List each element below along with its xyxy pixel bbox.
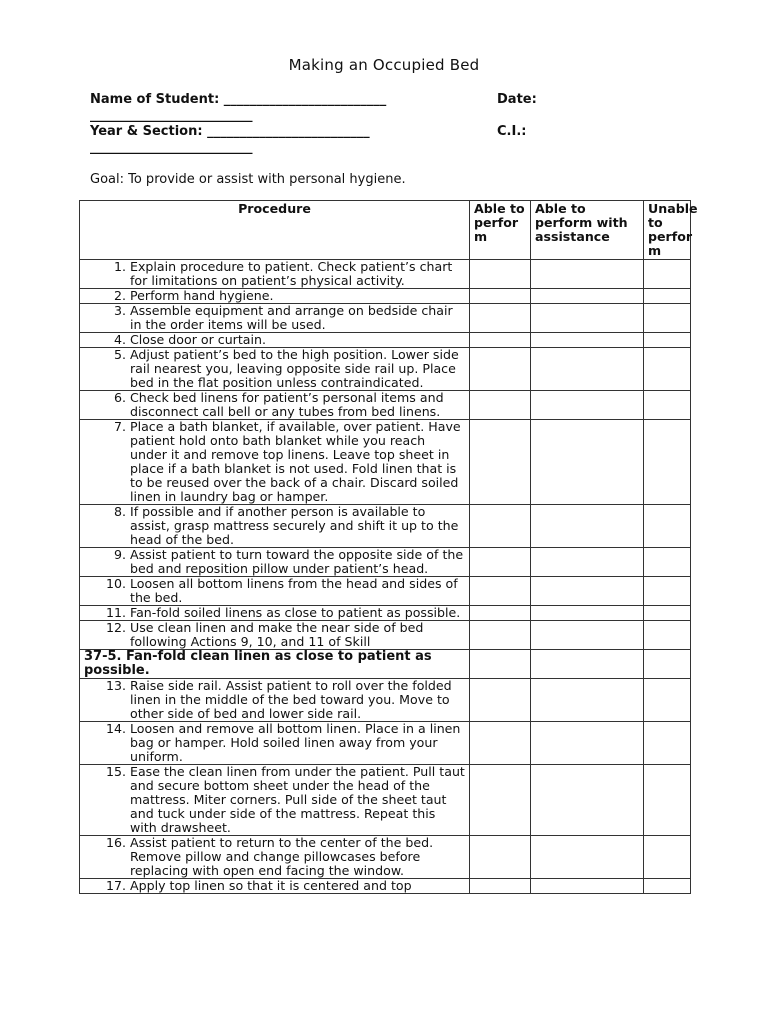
procedure-cell bbox=[80, 289, 470, 304]
unable-cell[interactable] bbox=[644, 765, 691, 836]
assistance-cell[interactable] bbox=[531, 391, 644, 420]
document-title: Making an Occupied Bed bbox=[288, 56, 480, 74]
step-number: 3. bbox=[113, 303, 126, 318]
unable-cell[interactable] bbox=[644, 650, 691, 679]
able-cell[interactable] bbox=[470, 722, 531, 765]
procedure-step-text: Check bed linens for patient’s personal items and disconnect call bell or any tubes from bed linens. bbox=[130, 390, 444, 419]
assistance-cell[interactable] bbox=[531, 836, 644, 879]
unable-cell[interactable] bbox=[644, 621, 691, 650]
unable-cell[interactable] bbox=[644, 505, 691, 548]
procedure-cell bbox=[80, 260, 470, 289]
unable-cell[interactable] bbox=[644, 722, 691, 765]
procedure-cell bbox=[80, 577, 470, 606]
unable-cell[interactable] bbox=[644, 391, 691, 420]
assistance-cell[interactable] bbox=[531, 879, 644, 894]
procedure-cell bbox=[80, 505, 470, 548]
student-name-field: Name of Student: _________________________ bbox=[90, 92, 387, 107]
assistance-cell[interactable] bbox=[531, 650, 644, 679]
able-cell[interactable] bbox=[470, 391, 531, 420]
step-number: 5. bbox=[113, 347, 126, 362]
assistance-cell[interactable] bbox=[531, 548, 644, 577]
step-number: 17. bbox=[105, 878, 126, 893]
unable-cell[interactable] bbox=[644, 289, 691, 304]
procedure-cell bbox=[80, 606, 470, 621]
procedure-checklist-table bbox=[79, 200, 698, 894]
unable-cell[interactable] bbox=[644, 879, 691, 894]
able-cell[interactable] bbox=[470, 505, 531, 548]
step-number: 16. bbox=[105, 835, 126, 850]
step-number: 12. bbox=[105, 620, 126, 635]
procedure-cell bbox=[80, 650, 470, 679]
table-row bbox=[80, 650, 691, 679]
assistance-cell[interactable] bbox=[531, 621, 644, 650]
procedure-cell bbox=[80, 765, 470, 836]
unable-cell[interactable] bbox=[644, 679, 691, 722]
year-section-field-continued: _________________________ bbox=[90, 140, 253, 155]
table-row bbox=[80, 348, 691, 391]
step-number: 8. bbox=[113, 504, 126, 519]
procedure-cell bbox=[80, 391, 470, 420]
assistance-cell[interactable] bbox=[531, 260, 644, 289]
step-number: 10. bbox=[105, 576, 126, 591]
header-unable-to-perform: Unable to perfor m bbox=[644, 201, 691, 260]
procedure-cell bbox=[80, 333, 470, 348]
procedure-step-text: If possible and if another person is available to assist, grasp mattress securely and shift it up to the head of the bed. bbox=[130, 504, 459, 547]
table-row bbox=[80, 879, 691, 894]
procedure-step-text: Assist patient to turn toward the opposite side of the bed and reposition pillow under patient’s head. bbox=[130, 547, 464, 576]
procedure-cell bbox=[80, 836, 470, 879]
table-row bbox=[80, 836, 691, 879]
procedure-step-text: Loosen all bottom linens from the head and sides of the bed. bbox=[130, 576, 458, 605]
procedure-step-text: Close door or curtain. bbox=[130, 332, 267, 347]
unable-cell[interactable] bbox=[644, 260, 691, 289]
step-number: 13. bbox=[105, 678, 126, 693]
table-row bbox=[80, 289, 691, 304]
procedure-step-text: Ease the clean linen from under the patient. Pull taut and secure bottom sheet under the head of the mattress. Miter corners. Pull side of the sheet taut and tuck under side of the mattress. Repeat this with drawsheet. bbox=[130, 764, 465, 835]
unable-cell[interactable] bbox=[644, 577, 691, 606]
table-row bbox=[80, 606, 691, 621]
assistance-cell[interactable] bbox=[531, 722, 644, 765]
table-row bbox=[80, 333, 691, 348]
able-cell[interactable] bbox=[470, 289, 531, 304]
able-cell[interactable] bbox=[470, 765, 531, 836]
procedure-cell bbox=[80, 621, 470, 650]
table-row bbox=[80, 722, 691, 765]
ci-field: C.I.: bbox=[497, 124, 527, 139]
assistance-cell[interactable] bbox=[531, 505, 644, 548]
table-row bbox=[80, 260, 691, 289]
procedure-cell bbox=[80, 420, 470, 505]
table-row bbox=[80, 577, 691, 606]
table-row bbox=[80, 420, 691, 505]
able-cell[interactable] bbox=[470, 879, 531, 894]
procedure-step-text: Perform hand hygiene. bbox=[130, 288, 274, 303]
procedure-step-text: Fan-fold soiled linens as close to patient as possible. bbox=[130, 605, 461, 620]
year-section-field: Year & Section: _________________________ bbox=[90, 124, 370, 139]
step-number: 15. bbox=[105, 764, 126, 779]
step-number: 4. bbox=[113, 332, 126, 347]
procedure-cell bbox=[80, 304, 470, 333]
unable-cell[interactable] bbox=[644, 836, 691, 879]
table-body bbox=[80, 260, 691, 894]
able-cell[interactable] bbox=[470, 420, 531, 505]
table-row bbox=[80, 679, 691, 722]
table-row bbox=[80, 548, 691, 577]
procedure-cell bbox=[80, 548, 470, 577]
date-field: Date: bbox=[497, 92, 537, 107]
assistance-cell[interactable] bbox=[531, 333, 644, 348]
unable-cell[interactable] bbox=[644, 606, 691, 621]
table-header-row bbox=[80, 201, 691, 260]
unable-cell[interactable] bbox=[644, 304, 691, 333]
table-row bbox=[80, 505, 691, 548]
step-number: 1. bbox=[113, 259, 126, 274]
procedure-step-text: Assemble equipment and arrange on bedside chair in the order items will be used. bbox=[130, 303, 453, 332]
able-cell[interactable] bbox=[470, 548, 531, 577]
table-row bbox=[80, 304, 691, 333]
procedure-step-text: Use clean linen and make the near side of bed following Actions 9, 10, and 11 of Skill bbox=[130, 620, 424, 649]
unable-cell[interactable] bbox=[644, 333, 691, 348]
procedure-step-text: Raise side rail. Assist patient to roll over the folded linen in the middle of the bed toward you. Move to other side of bed and lower side rail. bbox=[130, 678, 452, 721]
able-cell[interactable] bbox=[470, 606, 531, 621]
able-cell[interactable] bbox=[470, 836, 531, 879]
unable-cell[interactable] bbox=[644, 348, 691, 391]
student-name-field-continued: _________________________ bbox=[90, 108, 253, 123]
assistance-cell[interactable] bbox=[531, 765, 644, 836]
able-cell[interactable] bbox=[470, 333, 531, 348]
procedure-step-text: Adjust patient’s bed to the high position. Lower side rail nearest you, leaving opposite side rail up. Place bed in the flat position unless contraindicated. bbox=[130, 347, 459, 390]
assistance-cell[interactable] bbox=[531, 577, 644, 606]
procedure-step-text: 37-5. Fan-fold clean linen as close to patient as possible. bbox=[84, 649, 432, 678]
procedure-step-text: Place a bath blanket, if available, over patient. Have patient hold onto bath blanket while you reach under it and remove top linens. Leave top sheet in place if a bath blanket is not used. Fold linen that is to be reused over the back of a chair. Discard soiled linen in laundry bag or hamper. bbox=[130, 419, 461, 504]
procedure-cell bbox=[80, 679, 470, 722]
unable-cell[interactable] bbox=[644, 548, 691, 577]
assistance-cell[interactable] bbox=[531, 606, 644, 621]
able-cell[interactable] bbox=[470, 577, 531, 606]
procedure-cell bbox=[80, 348, 470, 391]
able-cell[interactable] bbox=[470, 679, 531, 722]
step-number: 9. bbox=[113, 547, 126, 562]
procedure-step-text: Apply top linen so that it is centered and top bbox=[130, 878, 412, 893]
procedure-step-text: Loosen and remove all bottom linen. Place in a linen bag or hamper. Hold soiled linen away from your uniform. bbox=[130, 721, 461, 764]
table-row bbox=[80, 765, 691, 836]
procedure-cell bbox=[80, 879, 470, 894]
assistance-cell[interactable] bbox=[531, 679, 644, 722]
procedure-cell bbox=[80, 722, 470, 765]
assistance-cell[interactable] bbox=[531, 420, 644, 505]
unable-cell[interactable] bbox=[644, 420, 691, 505]
goal-text: Goal: To provide or assist with personal hygiene. bbox=[90, 172, 406, 187]
assistance-cell[interactable] bbox=[531, 289, 644, 304]
able-cell[interactable] bbox=[470, 650, 531, 679]
able-cell[interactable] bbox=[470, 621, 531, 650]
header-able-with-assistance: Able to perform with assistance bbox=[531, 201, 644, 260]
able-cell[interactable] bbox=[470, 348, 531, 391]
table-row bbox=[80, 391, 691, 420]
table-row bbox=[80, 621, 691, 650]
step-number: 2. bbox=[113, 288, 126, 303]
step-number: 7. bbox=[113, 419, 126, 434]
step-number: 11. bbox=[105, 605, 126, 620]
header-able-to-perform: Able to perfor m bbox=[470, 201, 531, 260]
procedure-step-text: Assist patient to return to the center of the bed. Remove pillow and change pillowcases before replacing with open end facing the window. bbox=[130, 835, 434, 878]
step-number: 6. bbox=[113, 390, 126, 405]
assistance-cell[interactable] bbox=[531, 348, 644, 391]
assistance-cell[interactable] bbox=[531, 304, 644, 333]
procedure-step-text: Explain procedure to patient. Check patient’s chart for limitations on patient’s physical activity. bbox=[130, 259, 453, 288]
able-cell[interactable] bbox=[470, 304, 531, 333]
step-number: 14. bbox=[105, 721, 126, 736]
able-cell[interactable] bbox=[470, 260, 531, 289]
header-procedure: Procedure bbox=[80, 201, 470, 260]
